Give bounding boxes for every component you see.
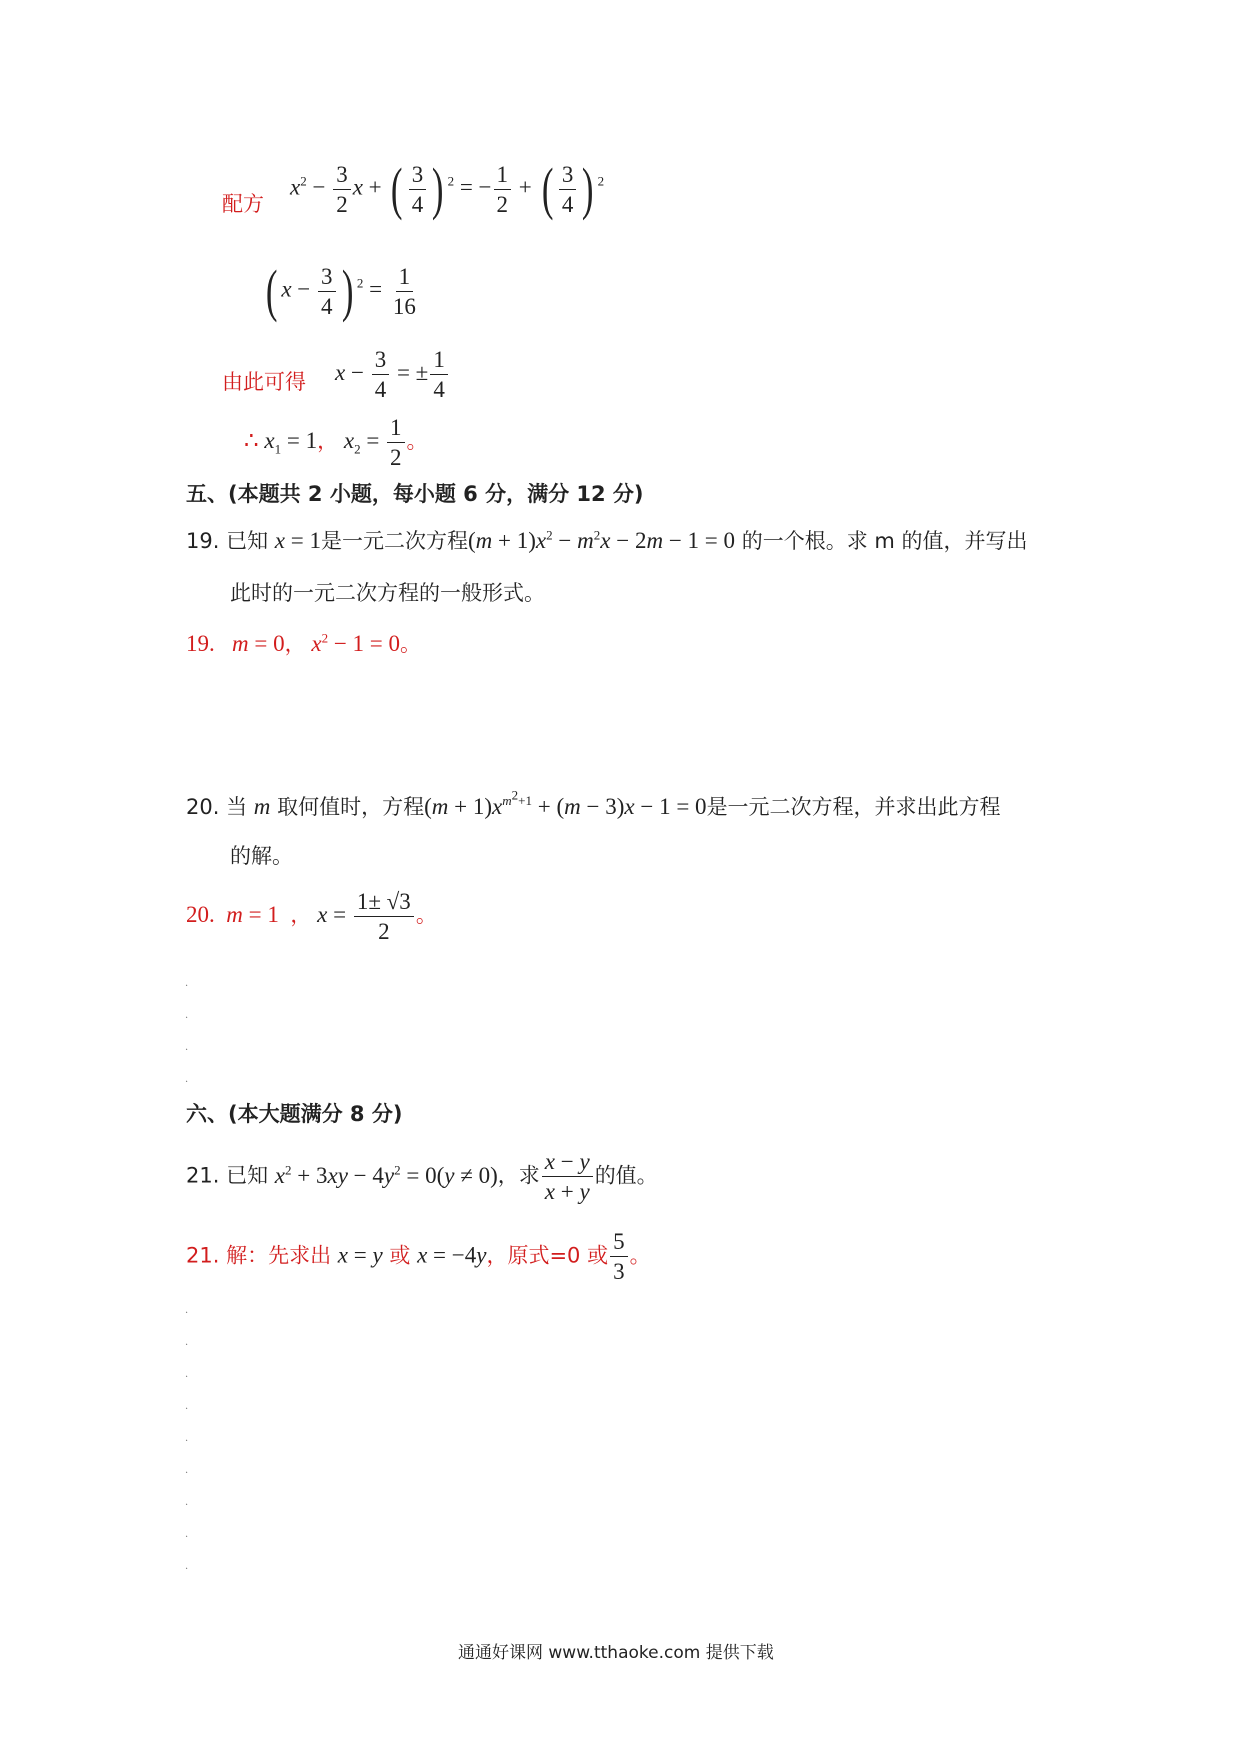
margin-dot: . [185,1529,189,1540]
margin-dot: . [185,1465,189,1476]
margin-dot: . [185,1337,189,1348]
margin-dot: . [185,1369,189,1380]
question-20-line-2: 的解。 [230,844,293,868]
question-19-line-2: 此时的一元二次方程的一般形式。 [230,581,545,605]
section-6-heading: 六、(本大题满分 8 分) [186,1102,403,1126]
answer-19: 19. m = 0， $x^2 - 1 = 0$。 [186,630,422,656]
margin-dot: . [185,1305,189,1316]
question-20: 20. 当 m 取何值时，方程$(m + 1)x^{m^2+1} + (m - 3)x - 1 = 0$是一元二次方程，并求出此方程 [186,788,1001,819]
margin-dot: . [185,1561,189,1572]
question-19: 19. 已知 x = 1是一元二次方程$(m + 1)x^2 - m^2x - 2m - 1 = 0$ 的一个根。求 m 的值，并写出 [186,527,1028,553]
equation-squared-form: ( x − $\frac{3}{4}$ ) $^2$ = $\frac{1}{16}$ [265,258,416,323]
margin-dot: . [185,1010,189,1021]
question-21: 21. 已知 $x^2 + 3xy - 4y^2 = 0(y \ne 0)$，求 $\frac{x - y}{x + y}$ 的值。 [186,1149,658,1204]
step-label-hence: 由此可得 [222,370,306,394]
step-label-complete-square: 配方 [222,192,264,216]
answer-20: 20. m = 1 ， x = $\frac{1\pm √3}{2}$ 。 [186,889,437,944]
equation-root-step: x − $\frac{3}{4}$ = ± $\frac{1}{4}$ [335,348,450,401]
margin-dot: . [185,1433,189,1444]
margin-dot: . [185,1497,189,1508]
answer-21: 21. 解：先求出 x = y 或 x = −4y，原式=0 或 $\frac{5}{3}$ 。 [186,1229,651,1284]
therefore-symbol: ∴ [244,427,259,453]
section-5-heading: 五、(本题共 2 小题，每小题 6 分，满分 12 分) [186,482,644,506]
margin-dot: . [185,978,189,989]
equation-complete-square: $x^2$ − $\frac{3}{2}$ x + ( $\frac{3}{4}$ ) $^2$ = − $\frac{1}{2}$ + ( $\frac{3}{4}$ ) $^2$ [290,156,605,221]
page-footer: 通通好课网 www.tthaoke.com 提供下载 [458,1643,774,1663]
margin-dot: . [185,1074,189,1085]
margin-dot: . [185,1401,189,1412]
equation-roots: ∴ $x_1 = 1$， $x_2$ = $\frac{1}{2}$ 。 [244,415,428,470]
margin-dot: . [185,1042,189,1053]
